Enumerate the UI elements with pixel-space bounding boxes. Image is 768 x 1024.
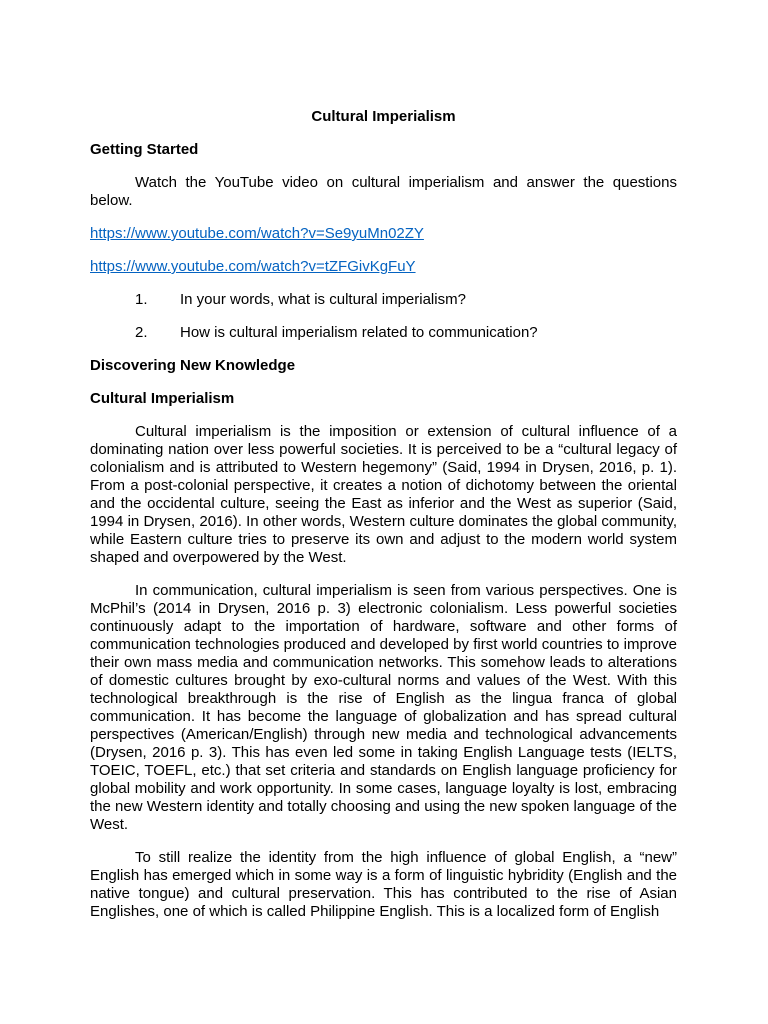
document-title: Cultural Imperialism — [311, 108, 456, 125]
question-number: 1. — [135, 291, 148, 308]
question-text: How is cultural imperialism related to communication? — [180, 324, 538, 341]
question-item — [90, 324, 677, 342]
body-paragraph: Cultural imperialism is the imposition or extension of cultural influence of a dominating nation over less powerful societies. It is perceived to be a “cultural legacy of colonialism and is attributed to Western hegemony” (Said, 1994 in Drysen, 2016, p. 1). From a post-colonial perspective, it creates a notion of dichotomy between the oriental and the occidental culture, seeing the East as inferior and the West as superior (Said, 1994 in Drysen, 2016). In other words, Western culture dominates the global community, while Eastern culture tries to preserve its own and adjust to the modern world system shaped and overpowered by the West. — [90, 423, 677, 566]
youtube-link-1[interactable]: https://www.youtube.com/watch?v=Se9yuMn02ZY — [90, 225, 424, 242]
getting-started-intro: Watch the YouTube video on cultural imperialism and answer the questions below. — [90, 174, 677, 209]
body-paragraph: To still realize the identity from the high influence of global English, a “new” English has emerged which in some way is a form of linguistic hybridity (English and the native tongue) and cultural preservation. This has contributed to the rise of Asian Englishes, one of which is called Philippine English. This is a localized form of English — [90, 849, 677, 920]
discovering-heading: Discovering New Knowledge — [90, 357, 296, 374]
question-list — [90, 291, 677, 342]
question-number: 2. — [135, 324, 148, 341]
youtube-link-2[interactable]: https://www.youtube.com/watch?v=tZFGivKgFuY — [90, 258, 416, 275]
cultural-imperialism-subheading: Cultural Imperialism — [90, 390, 235, 407]
body-paragraph: In communication, cultural imperialism is seen from various perspectives. One is McPhil’s (2014 in Drysen, 2016 p. 3) electronic colonialism. Less powerful societies continuously adapt to the importation of hardware, software and other forms of communication technologies produced and developed by first world countries to improve their own mass media and communication networks. This somehow leads to alterations of domestic cultures brought by exo-cultural norms and values of the West. With this technological breakthrough is the rise of English as the lingua franca of global communication. It has become the language of globalization and has spread cultural perspectives (American/English) through new media and technological advancements (Drysen, 2016 p. 3). This has even led some in taking English Language tests (IELTS, TOEIC, TOEFL, etc.) that set criteria and standards on English language proficiency for global mobility and work opportunity. In some cases, language loyalty is lost, embracing the new Western identity and totally choosing and using the new spoken language of the West. — [90, 582, 677, 833]
question-text: In your words, what is cultural imperialism? — [180, 291, 466, 308]
getting-started-heading: Getting Started — [90, 141, 199, 158]
question-item — [90, 291, 677, 309]
document-page — [90, 108, 677, 936]
